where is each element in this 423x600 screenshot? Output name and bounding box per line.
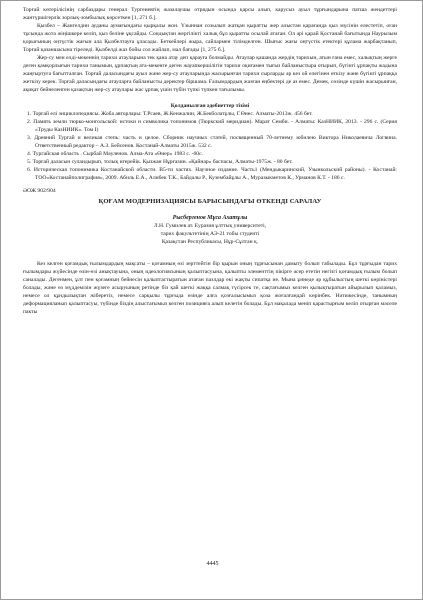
page-number: 4445 [206, 561, 219, 567]
affiliation-line-2: тарих факультетінің АЭ-21 тобы студенті [160, 231, 260, 237]
reference-item-4: 4. Тургайская область . Сырбай Мәуленов. Алма-Ата «Өнер» 1983 с. -60с. [27, 151, 203, 157]
article-body-paragraph: Кез келген қоғамдық ғылымдардың мақсаты – қоғамның өзі зерттейтін бір қырын оның тұрғысынан дамыту болып табылады. Бұл тұрғыдан тарих ғылымдары жүйесінде өзін-өзі анықтауына, оның идеологиясының қалыптасуына, қалыпты элементтің пікірге әсер ететін негізгі қоғамдық ғылым болып саналады. Дегенмен, ұлт пен қоғамның бейнесін қалыптастыратын атаған пазлдар екі жақты сипатқа ие. Мына ұннеде әр құбылыстың шеткі көріністері болады, және өз мүддемізін жүзеге асыруының ретінде біз қай шеткі жаққа салмақ түсірсек те, сақтағымыз келген қызықтыратын айырылып қаламыз, немесе ол құндылықтан жіберетіз, немесе сарқылы тұрғыда өзінде алға қозғалысымыз қоза жоғалғандай көрінбек. Нәтижесінде, танымның деформацияланып қалыптасуы, түбінде біздің алыстағымыз келген позицияға алып келетін болады. Бұл мақалада меніп қарастырғым келіп отырған мәселе пакты [23, 261, 397, 315]
author-name: Рысбергенов Мұса Ахатұлы [172, 215, 248, 221]
udc-code: ӘОЖ 902/904 [23, 188, 56, 194]
spacer [23, 246, 397, 260]
reference-item-5: 5. Торғай даласын сулаидырып, толық игерейік. Қызжан Нұрғазин. «Қайнар» баспасы, Алматы-1975ж. - 80 бет. [27, 159, 293, 165]
body-paragraph-3: Жер-су мен елді-мекеннің тарихи атауларына тек қана атау деп қарауға болмайды. Атаулар қашанда жердің тарихын, атын ғана емес, халықтың жерге деген қамқорлығын тарихи танымын, ұрпақтың ата-мекенге деген жауапкершілігін тарихи оқиғамен тығыз байланыстыра отырып, бүгінгі ұрпақты жадына жаңғыртуға бағытталған. Торғай даласындағы ауыл және жер-су атауларында жасырынған тарихи сырларды әр кез ой елегінен өткізу және бүгінгі ұрпаққа жеткізу керек. Торғай даласындағы атауларға байланысты деректер біршама. Ғалымдардың жазған еңбектері де аз емес. Демек, сөзінде күшін жасырынған, ақиқат бейнеленген қазақтың жер-су атаулары жас ұрпақ үшін түбін түпкі түпкен тағылымы. [23, 55, 397, 93]
reference-item-1: 1. Торғай елі энциклопедиясы. Жоба авторлары: Т.Рсаев, Ж.Кенжалин, Ж.Бекболатұлы, Г.Өнес. Алматы-2013ж. 456 бет. [27, 111, 313, 117]
reference-item-2: 2. Память земли тюрко-монгольской: истоки и символика топонимов (Тюркский меридиан). Марат Семби. - Алматы: КазНИИК, 2013. - 296 с. (Серия «Труды КазНИИК». Том І) [27, 119, 397, 133]
page-content [23, 6, 397, 316]
reference-item-6: 6. Историческая топонимика Костанайской области. В5-ти частях. Научное издание. Часть1 (Мендыкаринский, Узынкольский районы). - Костанай: ТОО«Костанайполиграфия», 2009. Абиль Е.А., Алибек Т.К., Байдалы Р., Кузембайұлы А., Муразыкметов К., Урманов К.Т. - 186 с. [27, 167, 397, 181]
affiliation-line-1: Л.Н. Гумилев ат. Еуразия ұлттық университеті, [153, 223, 267, 229]
reference-item-3: 3. Древний Тургай и великая степь: часть и целое. Сборник научных статей, посвященный 70-летнему юбилею Виктора Николаевича Логвина. Ответственный редактор – А.З. Бейсенов. Костанай-Алматы 2015ж. 532 с. [27, 135, 397, 149]
body-paragraph-2: Қызбел – Жангелдин ауданы аумағындағы қырқалы жон. Үзыннан созылып жатқан қыратты жер алыстан қарағанда қыз мүсінін елестетіп, оған тұсында жота жіңішкере келіп, қыз белінe ұқсайды. Сондықтан жергілікті халық бұл қыратты осылай атаған. Ол әрі қарай Қостанай бағытында Наурызым қорығының оңтүстік жағын ала Қызбелтауға ұласады. Беткейлері жыра, сайлармен тілімделген. Шығыс жағы оңтүстік етектері құлама жарбақтанып, Торғай қазаншасына тіреледі. Қызбелді жаз бойы сол жайлап, мал бағады [1, 275 б.]. [23, 23, 397, 53]
affiliation-line-3: Қазақстан Республикасы, Нұр-Сұлтан қ. [161, 239, 259, 245]
references-heading: Қолданылған әдебиеттер тізімі [170, 103, 250, 109]
body-paragraph-1: Торғай көтерілісінің сарбаздары генерал Тургеневтің жазалаушы отрядын осында қарсы алып, карусыз ауыл тұрғындарына патша жендеттері жантүршігерлік зорлық-зомбылық көрсеткен [1, 271 б.]. [23, 7, 397, 21]
article-title: ҚОҒАМ МОДЕРНИЗАЦИЯСЫ БАРЫСЫНДАҒЫ ӨТКЕНДІ САРАЛАУ [98, 198, 322, 205]
